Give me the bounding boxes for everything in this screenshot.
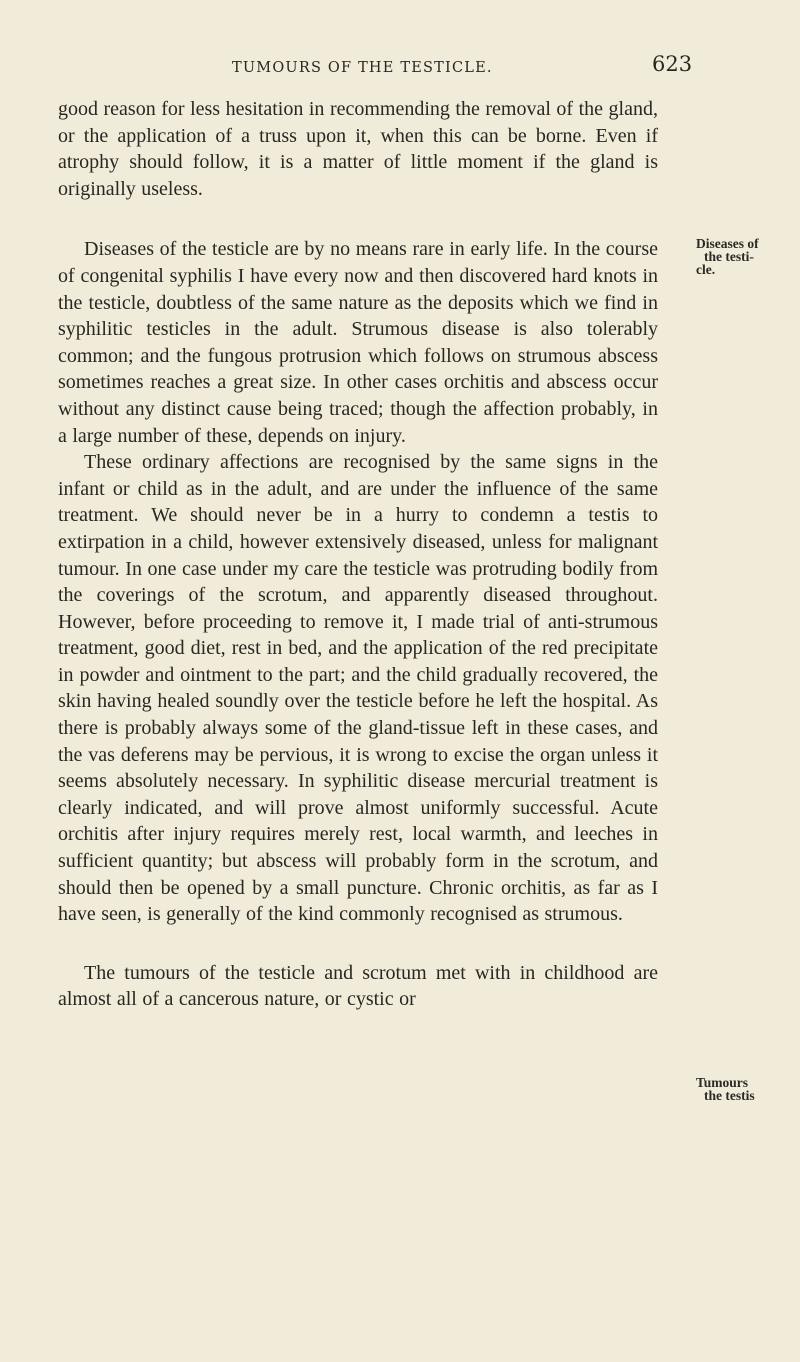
margin-note-line: the testi- [704,249,754,264]
margin-note-tumours [696,1076,800,1102]
paragraph: Diseases of the testicle are by no means rare in early life. In the course of congenital syphilis I have every now and then discovered hard knots in the testicle, doubtless of the same nature as the deposits which we find in syphilitic testicles in the adult. Strumous disease is also tolerably common; and the fungous protrusion which follows on strumous abscess sometimes reaches a great size. In other cases orchitis and abscess occur without any distinct cause being traced; though the affection probably, in a large number of these, depends on injury. [58,238,658,447]
margin-note-line: Diseases of [696,236,759,251]
page-number: 623 [652,52,693,76]
paragraph: These ordinary affections are recognised by the same signs in the infant or child as in the adult, and are under the influence of the same treatment. We should never be in a hurry to condemn a testis to extirpation in a child, however extensively diseased, unless for malignant tumour. In one case under my care the testicle was protruding bodily from the coverings of the scrotum, and apparently diseased throughout. However, before proceeding to remove it, I made trial of anti-strumous treatment, good diet, rest in bed, and the application of the red precipitate in powder and ointment to the part; and the child gradually recovered, the skin having healed soundly over the testicle before he left the hospital. As there is probably always some of the gland-tissue left in these cases, and the vas deferens may be pervious, it is wrong to excise the organ unless it seems absolutely necessary. In syphilitic disease mercurial treatment is clearly indicated, and will prove almost uniformly successful. Acute orchitis after injury requires merely rest, local warmth, and leeches in sufficient quantity; but abscess will probably form in the scrotum, and should then be opened by a small puncture. Chronic orchitis, as far as I have seen, is generally of the kind commonly recognised as strumous. [58,451,658,926]
paragraph: good reason for less hesitation in recommending the removal of the gland, or the application of a truss upon it, when this can be borne. Even if atrophy should follow, it is a matter of little moment if the gland is originally useless. [58,98,658,200]
margin-note-line: Tumours [696,1075,749,1090]
running-title: TUMOURS OF THE TESTICLE. [232,60,493,76]
margin-note-line: cle. [696,262,716,277]
paragraph: The tumours of the testicle and scrotum met with in childhood are almost all of a cancerous nature, or cystic or [58,961,658,1011]
margin-note-diseases [696,237,800,276]
page-header [0,52,800,82]
body-text [58,96,658,1013]
margin-note-line: the testis [704,1088,755,1103]
